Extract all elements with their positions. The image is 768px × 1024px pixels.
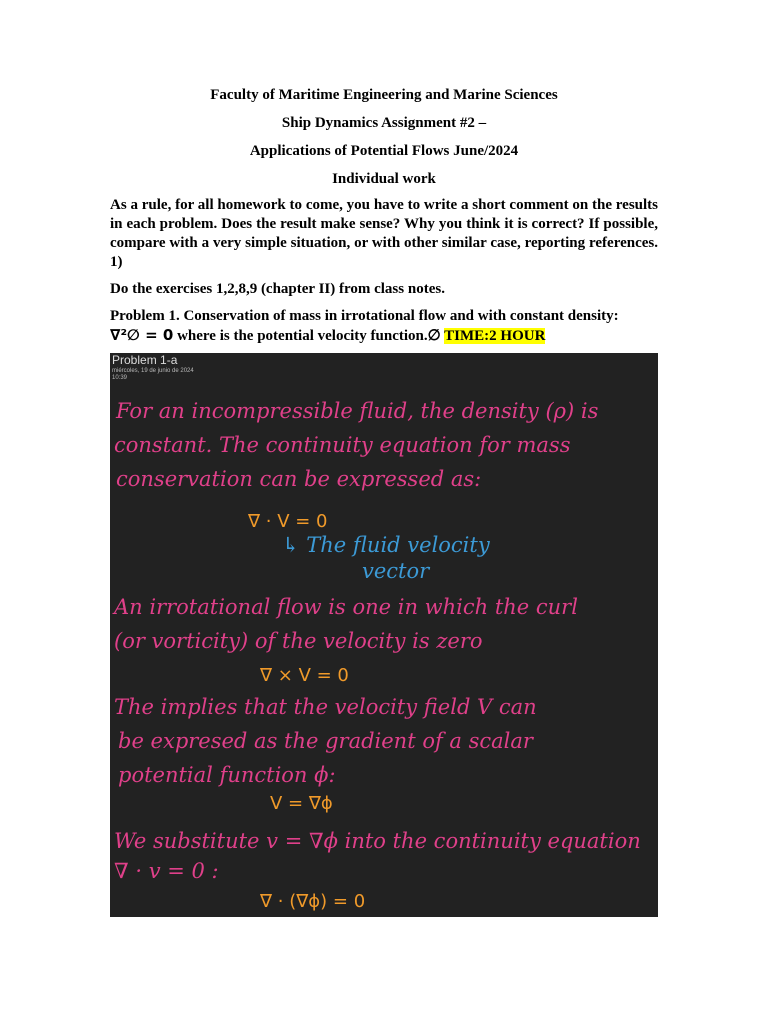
note-date: miércoles, 19 de junio de 2024 <box>112 368 194 374</box>
topic-heading: Applications of Potential Flows June/2024 <box>249 143 519 159</box>
note-equation-3: V = ∇ϕ <box>270 793 333 814</box>
note-line-10: ∇ · v = 0 : <box>114 859 219 883</box>
potential-description: where is the potential velocity function.∅ <box>173 328 445 344</box>
note-line-9: We substitute v = ∇ϕ into the continuity equation <box>114 829 641 853</box>
note-line-4: An irrotational flow is one in which the curl <box>114 595 578 619</box>
assignment-heading: Ship Dynamics Assignment #2 – <box>281 115 487 131</box>
problem-1-line1: Problem 1. Conservation of mass in irrotational flow and with constant density: <box>110 308 619 324</box>
note-line-6: The implies that the velocity field V can <box>114 695 537 719</box>
note-equation-1: ∇ · V = 0 <box>248 511 328 532</box>
note-line-1: For an incompressible fluid, the density (ρ) is <box>116 399 599 423</box>
note-equation-4: ∇ · (∇ϕ) = 0 <box>260 891 366 912</box>
note-annotation-velocity: ↳ The fluid velocity <box>282 533 490 557</box>
note-line-3: conservation can be expressed as: <box>116 467 482 491</box>
time-highlight: TIME:2 HOUR <box>444 328 546 344</box>
handwritten-note-image <box>110 353 658 917</box>
note-line-2: constant. The continuity equation for mass <box>114 433 571 457</box>
note-annotation-vector: vector <box>362 559 430 583</box>
note-time: 10:39 <box>112 375 128 381</box>
faculty-heading: Faculty of Maritime Engineering and Marine Sciences <box>210 87 558 103</box>
problem-1-line2 <box>110 326 658 346</box>
note-line-8: potential function ϕ: <box>118 763 336 787</box>
laplace-equation: ∇²∅ = 0 <box>110 326 174 344</box>
note-equation-2: ∇ × V = 0 <box>260 665 349 686</box>
homework-rule-paragraph: As a rule, for all homework to come, you have to write a short comment on the results in each problem. Does the result make sense? Why you think it is correct? If possible, compare with a very simple situation, or with other similar case, reporting references. 1) <box>110 197 658 270</box>
exercises-instruction: Do the exercises 1,2,8,9 (chapter II) from class notes. <box>110 281 445 297</box>
problem-1-statement <box>110 307 658 346</box>
note-line-5: (or vorticity) of the velocity is zero <box>114 629 483 653</box>
mode-heading: Individual work <box>332 171 436 187</box>
note-line-7: be expresed as the gradient of a scalar <box>118 729 533 753</box>
note-title: Problem 1-a <box>112 353 178 367</box>
